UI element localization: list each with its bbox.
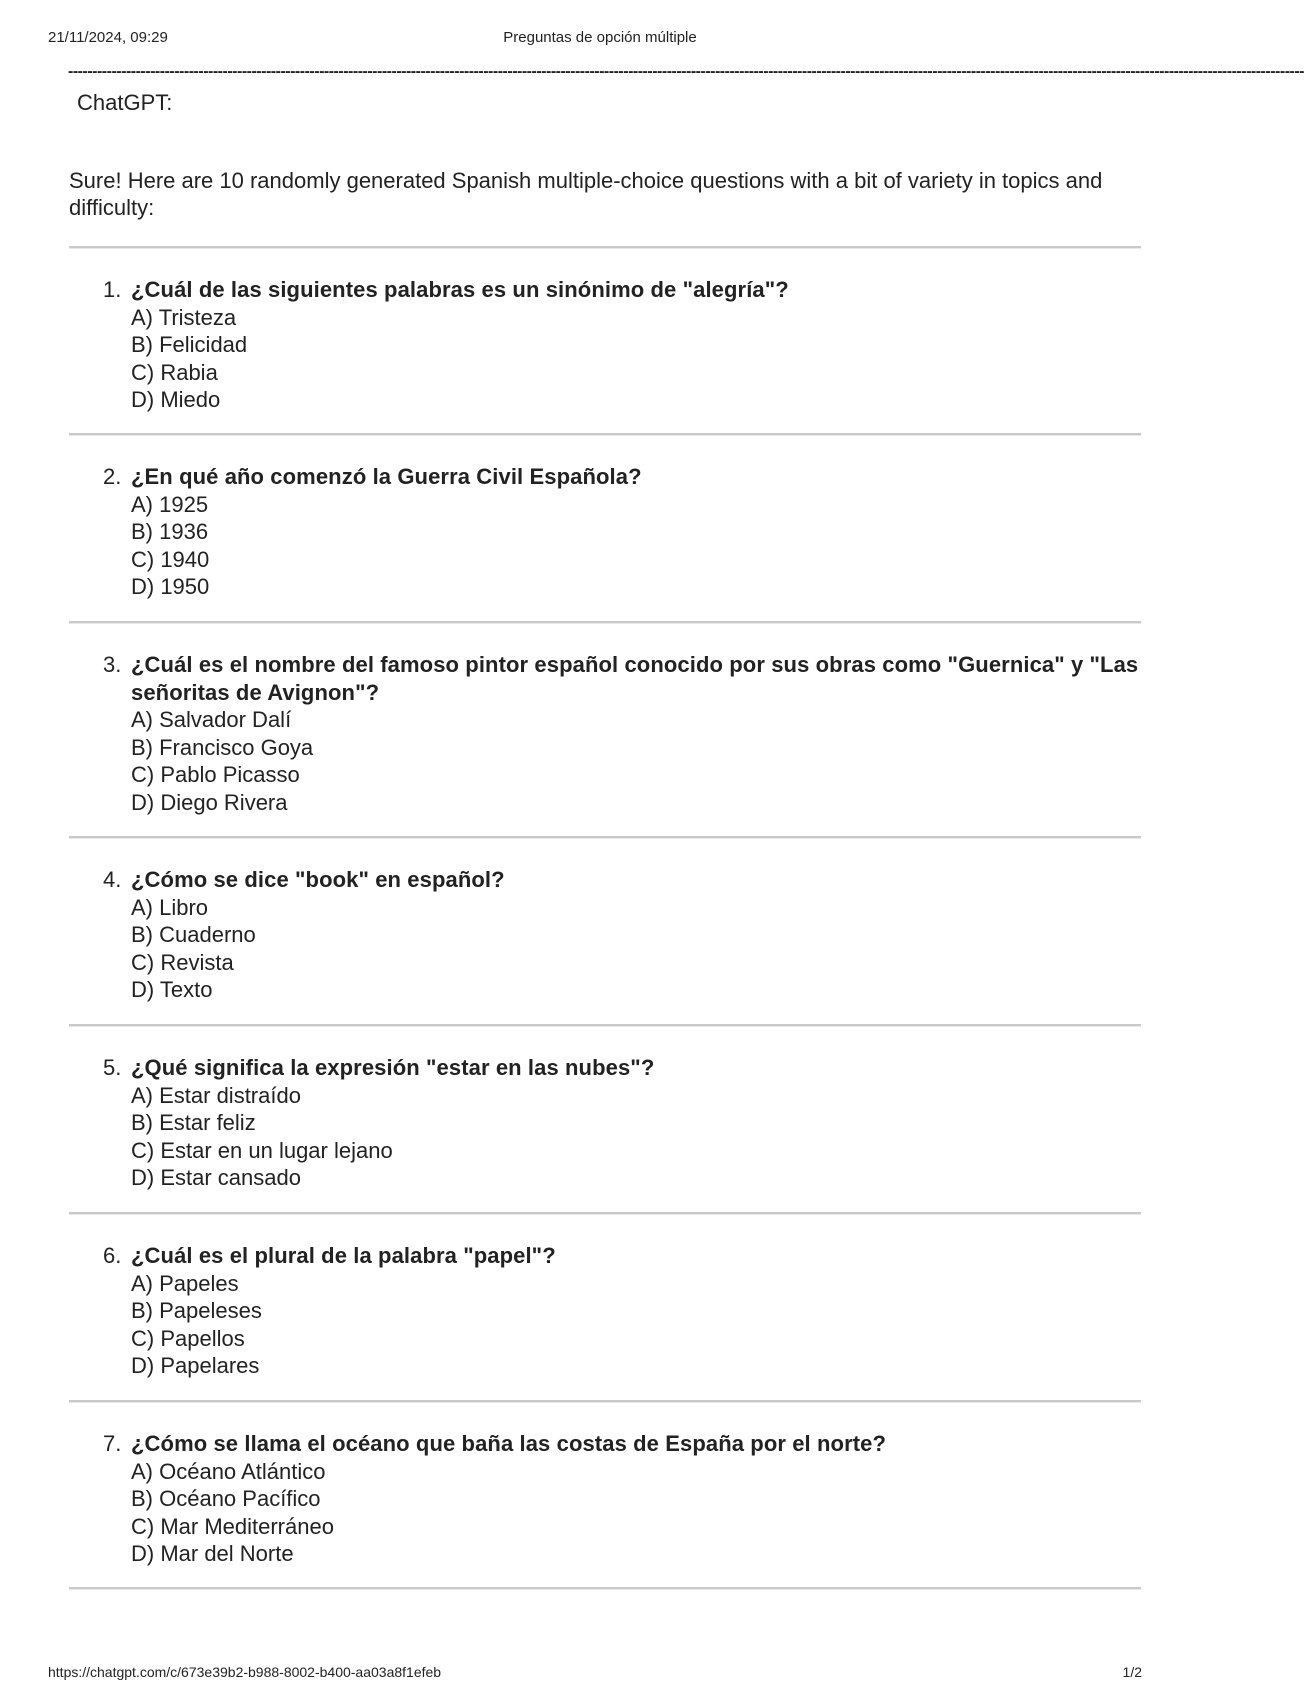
question-text: ¿En qué año comenzó la Guerra Civil Española? xyxy=(131,464,642,489)
option-d: D) Miedo xyxy=(131,387,221,412)
question-item-4 xyxy=(103,866,1143,1004)
question-text: ¿Cuál es el plural de la palabra "papel"? xyxy=(131,1243,556,1268)
question-number: 5. xyxy=(103,1055,122,1080)
divider xyxy=(69,836,1141,839)
option-b: B) Felicidad xyxy=(131,332,248,357)
option-b: B) Papeleses xyxy=(131,1298,262,1323)
option-a: A) Océano Atlántico xyxy=(131,1458,326,1484)
options-list xyxy=(103,1270,1143,1380)
question-number: 6. xyxy=(103,1243,122,1268)
question-text: ¿Cómo se llama el océano que baña las costas de España por el norte? xyxy=(131,1431,887,1456)
option-b: B) Francisco Goya xyxy=(131,734,314,760)
option-c: C) Papellos xyxy=(131,1325,245,1351)
option-a: A) Tristeza xyxy=(131,304,237,330)
source-url: https://chatgpt.com/c/673e39b2-b988-8002-b400-aa03a8f1efeb xyxy=(48,1664,442,1680)
option-a: A) Estar distraído xyxy=(131,1082,301,1108)
option-b: B) Cuaderno xyxy=(131,922,256,947)
options-list xyxy=(103,304,1143,414)
question-number: 4. xyxy=(103,867,122,892)
question-item-6 xyxy=(103,1242,1143,1380)
question-item-1 xyxy=(103,276,1143,414)
options-list xyxy=(103,706,1143,816)
option-c: C) Revista xyxy=(131,949,234,975)
option-d: D) 1950 xyxy=(131,574,210,599)
pdf-header xyxy=(48,29,1152,53)
option-a: A) Salvador Dalí xyxy=(131,707,292,732)
options-list xyxy=(103,894,1143,1004)
option-c: C) 1940 xyxy=(131,546,210,572)
option-d: D) Diego Rivera xyxy=(131,789,288,815)
option-b: B) Océano Pacífico xyxy=(131,1486,321,1511)
options-list xyxy=(103,491,1143,601)
divider xyxy=(69,1024,1141,1027)
question-item-3 xyxy=(103,651,1143,816)
dashed-separator: ---------------------------------------------------------------------------------------------------------------------------------------------------------------------------------------------------------------------------------------------------------------- xyxy=(68,63,1304,80)
print-datetime: 21/11/2024, 09:29 xyxy=(48,29,168,46)
divider xyxy=(69,1212,1141,1215)
question-text: ¿Cuál de las siguientes palabras es un sinónimo de "alegría"? xyxy=(131,277,789,302)
options-list xyxy=(103,1082,1143,1192)
options-list xyxy=(103,1458,1143,1568)
option-c: C) Mar Mediterráneo xyxy=(131,1513,334,1539)
option-c: C) Rabia xyxy=(131,359,218,385)
option-d: D) Mar del Norte xyxy=(131,1541,294,1566)
speaker-label: ChatGPT: xyxy=(77,90,173,115)
option-d: D) Estar cansado xyxy=(131,1165,301,1190)
question-number: 2. xyxy=(103,464,122,489)
divider xyxy=(69,433,1141,436)
question-number: 3. xyxy=(103,652,122,677)
divider xyxy=(69,246,1141,249)
question-text: ¿Cómo se dice "book" en español? xyxy=(131,867,505,892)
option-b: B) 1936 xyxy=(131,519,209,544)
option-c: C) Estar en un lugar lejano xyxy=(131,1137,393,1163)
divider xyxy=(69,621,1141,624)
option-a: A) Libro xyxy=(131,894,209,920)
question-item-2 xyxy=(103,463,1143,601)
question-number: 1. xyxy=(103,277,122,302)
option-c: C) Pablo Picasso xyxy=(131,762,300,787)
option-d: D) Texto xyxy=(131,977,213,1002)
question-text: ¿Qué significa la expresión "estar en las nubes"? xyxy=(131,1055,655,1080)
option-a: A) Papeles xyxy=(131,1270,239,1296)
page-number: 1/2 xyxy=(1122,1664,1142,1680)
document-title: Preguntas de opción múltiple xyxy=(503,29,697,46)
intro-paragraph: Sure! Here are 10 randomly generated Spanish multiple-choice questions with a bit of variety in topics and difficulty: xyxy=(69,168,1103,220)
question-item-5 xyxy=(103,1054,1143,1192)
option-d: D) Papelares xyxy=(131,1353,260,1378)
question-number: 7. xyxy=(103,1431,122,1456)
divider xyxy=(69,1587,1141,1590)
option-b: B) Estar feliz xyxy=(131,1110,256,1135)
option-a: A) 1925 xyxy=(131,491,209,517)
question-item-7 xyxy=(103,1430,1143,1568)
divider xyxy=(69,1400,1141,1403)
question-text: ¿Cuál es el nombre del famoso pintor español conocido por sus obras como "Guernica" y "Las señoritas de Avignon"? xyxy=(131,652,1139,705)
